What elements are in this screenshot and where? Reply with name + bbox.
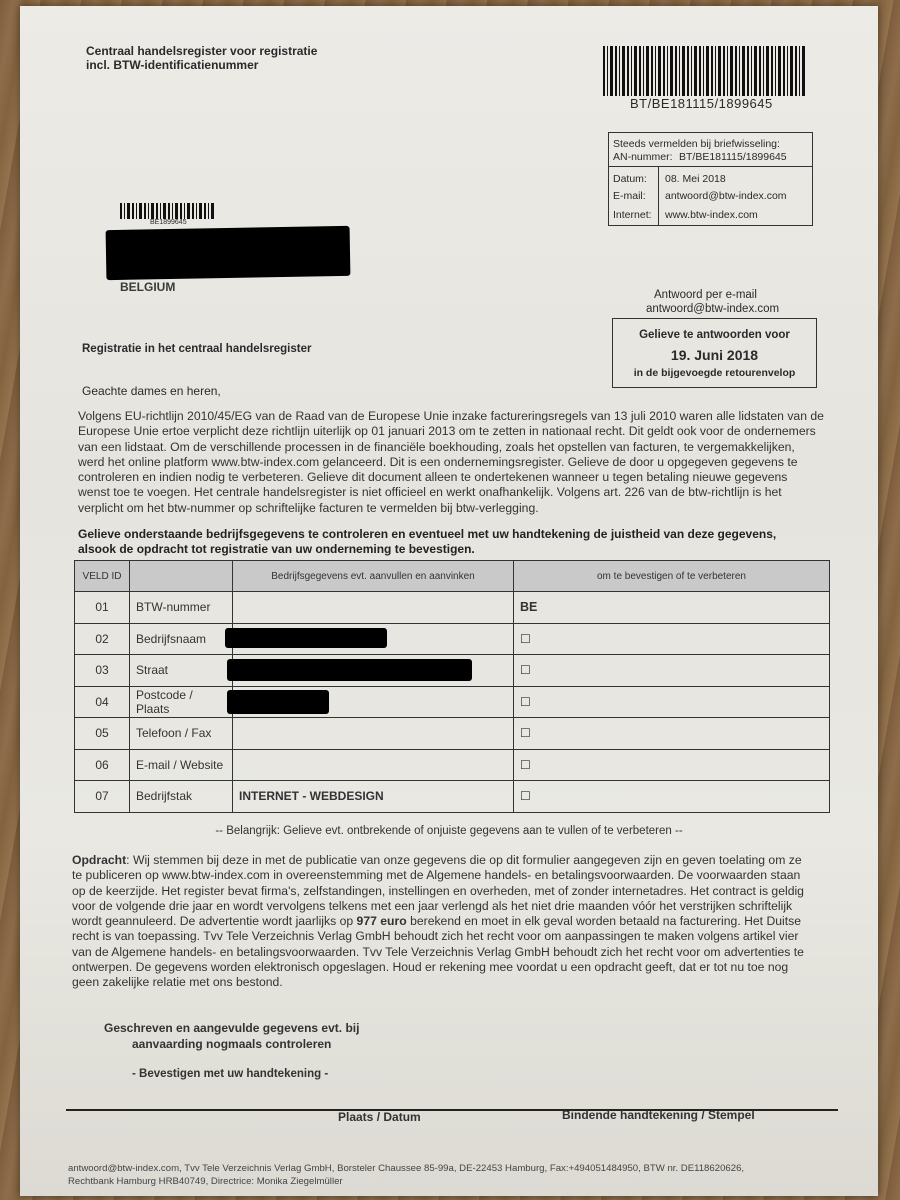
header-confirm: om te bevestigen of te verbeteren [514,561,830,592]
an-number-value: BT/BE181115/1899645 [679,151,787,163]
internet-label: Internet: [613,209,652,221]
row-id: 03 [75,655,130,687]
contract-line: recht is van toepassing. Tvv Tele Verzeichnis Verlag GmbH behoudt zich het recht voor om aanpassingen te maken volgens artikel vier [72,929,799,944]
contract-line: van de Algemene handels- en betalingsvoorwaarden. Tvv Tele Verzeichnis Verlag GmbH behoudt zich het recht voor om advertenties te [72,944,804,959]
an-number-label: AN-nummer: [613,151,673,163]
contract-line: ontwerpen. De gegevens worden elektronisch opgeslagen. Houd er rekening mee voordat u een opdracht geeft, dat er tot nu toe nog [72,960,789,975]
row-value-input[interactable] [233,686,514,718]
reference-divider [609,166,812,167]
instruction-line: Gelieve onderstaande bedrijfsgegevens te controleren en eventueel met uw handtekening de juistheid van deze gegevens, [78,527,777,541]
row-field: Postcode / Plaats [130,686,233,718]
intro-line: verplicht om het btw-nummer op schriftelijke facturen te vermelden bij btw-verlegging. [78,500,539,515]
binding-signature-label: Bindende handtekening / Stempel [562,1108,755,1122]
email-value: antwoord@btw-index.com [665,190,787,202]
reply-deadline-box [612,318,817,388]
row-confirm-checkbox[interactable]: ☐ [514,623,830,655]
salutation: Geachte dames en heren, [82,384,221,398]
signature-confirm: - Bevestigen met uw handtekening - [132,1068,329,1080]
header-field-id: VELD ID [75,561,130,592]
header-title [86,44,317,72]
table-row [75,655,830,687]
reply-box-date: 19. Juni 2018 [670,347,759,363]
row-field: Bedrijfsnaam [130,623,233,655]
place-date-label: Plaats / Datum [338,1110,421,1124]
intro-line: van een lidstaat. Om de verschillende processen in de financiële boekhouding, zoals het opstellen van facturen, te vergemakkelijken, [78,439,795,454]
company-data-table [74,560,830,813]
row-value-input[interactable] [233,718,514,750]
redacted-street [227,659,472,681]
row-confirm-checkbox[interactable]: ☐ [514,718,830,750]
barcode-graphic [603,46,805,96]
footer-line2: Rechtbank Hamburg HRB40749, Directrice: Monika Ziegelmüller [68,1176,343,1187]
row-confirm-checkbox[interactable]: ☐ [514,781,830,813]
date-value: 08. Mei 2018 [665,173,726,185]
subject-line: Registratie in het centraal handelsregister [82,343,312,355]
address-barcode [120,203,216,219]
row-confirm-checkbox[interactable]: ☐ [514,686,830,718]
table-header-row [75,561,830,592]
contract-line [72,853,842,868]
header-company-data: Bedrijfsgegevens evt. aanvullen en aanvinken [233,561,514,592]
redacted-company-name [225,628,387,648]
contract-lead: Opdracht [72,853,127,867]
contract-line: wordt geannuleerd. De advertentie wordt jaarlijks op 977 euro berekend en moet in elk geval worden betaald na facturering. Het Duitse [72,914,801,929]
signature-instructions [104,1020,359,1052]
row-value-input[interactable] [233,623,514,655]
table-row [75,781,830,813]
contract-first-line: : Wij stemmen bij deze in met de publicatie van onze gegevens die op dit formulier aangegeven zijn en geven toelating om ze [126,853,802,867]
contract-line: voor de volgende drie jaar en wordt vervolgens telkens met een jaar verlengd als het niet drie maanden vóór het verstrijken schriftelijk [72,898,793,913]
row-value-input[interactable] [233,592,514,624]
redacted-postcode [227,690,329,714]
table-row [75,749,830,781]
row-value-input[interactable]: INTERNET - WEBDESIGN [233,781,514,813]
row-id: 02 [75,623,130,655]
header-title-line2: incl. BTW-identificatienummer [86,58,259,72]
reference-column-divider [658,166,659,225]
footer-line1: antwoord@btw-index.com, Tvv Tele Verzeichnis Verlag GmbH, Borsteler Chaussee 85-99a, DE-22453 Hamburg, Fax:+494051484950, BTW nr. DE118620626, [68,1163,745,1174]
instruction-text [78,527,848,557]
letter-page [20,6,878,1196]
header-title-line1: Centraal handelsregister voor registratie [86,44,318,58]
reply-box-line3: in de bijgevoegde retourenvelop [633,367,796,379]
intro-line: wenst toe te voegen. Het centrale handelsregister is niet officieel en werkt onafhankelijk. Volgens art. 226 van de btw-richtlijn is het [78,485,782,500]
intro-line: Volgens EU-richtlijn 2010/45/EG van de Raad van de Europese Unie inzake factureringsregels van 13 juli 2010 waren alle lidstaten van de [78,409,824,423]
address-barcode-number: BE1899645 [150,219,187,226]
intro-line: werd het online platform www.btw-index.com gelanceerd. Dit is een ondernemingsregister. Gelieve de door u opgegeven gegevens te [78,454,798,469]
row-confirm-value[interactable]: BE [514,592,830,624]
contract-line: geen zakelijke relatie met ons bestond. [72,975,283,990]
row-field: Bedrijfstak [130,781,233,813]
row-id: 07 [75,781,130,813]
signature-line2: aanvaarding nogmaals controleren [132,1037,332,1051]
redacted-address [106,226,351,280]
contract-line: te publiceren op www.btw-index.com in overeenstemming met de Algemene handels- en betalingsvoorwaarden. De voorwaarden staan [72,868,801,883]
contract-paragraph [72,853,842,991]
reply-label: Antwoord per e-mail [654,289,757,301]
row-value-input[interactable] [233,655,514,687]
row-field: Telefoon / Fax [130,718,233,750]
reply-email: antwoord@btw-index.com [646,303,780,315]
internet-value: www.btw-index.com [665,209,758,221]
intro-line: controleren en indien nodig te verbeteren. Gelieve dit document alleen te ondertekenen wanneer u tegen betaling nieuwe gegevens [78,470,788,485]
intro-line: Europese Unie ertoe verplicht deze richtlijn uiterlijk op 01 januari 2013 om te zetten in nationaal recht. Dit geldt ook voor de ondernemers [78,424,816,439]
reply-box-line1: Gelieve te antwoorden voor [639,329,790,341]
row-field: BTW-nummer [130,592,233,624]
row-value-input[interactable] [233,749,514,781]
header-field-name [130,561,233,592]
barcode-number: BT/BE181115/1899645 [630,96,773,111]
reference-note: Steeds vermelden bij briefwisseling: [613,138,780,150]
footer [68,1162,868,1188]
date-label: Datum: [613,173,647,185]
row-confirm-checkbox[interactable]: ☐ [514,749,830,781]
signature-line1: Geschreven en aangevulde gegevens evt. bij [104,1021,360,1035]
table-row [75,592,830,624]
address-country: BELGIUM [120,280,176,294]
table-row [75,686,830,718]
email-label: E-mail: [613,190,646,202]
contract-line: op de keerzijde. Het register bevat firma's, zelfstandingen, instellingen en overheden, met of zonder internetadres. Het contract is geldig [72,883,804,898]
row-id: 04 [75,686,130,718]
table-row [75,623,830,655]
fee-amount: 977 euro [356,914,407,929]
important-note: -- Belangrijk: Gelieve evt. ontbrekende of onjuiste gegevens aan te vullen of te verbeteren -- [215,825,683,837]
table-row [75,718,830,750]
intro-paragraph [78,409,838,516]
reference-box [608,132,813,226]
row-id: 06 [75,749,130,781]
row-field: E-mail / Website [130,749,233,781]
row-id: 01 [75,592,130,624]
row-id: 05 [75,718,130,750]
instruction-line: alsook de opdracht tot registratie van uw onderneming te bevestigen. [78,542,475,556]
row-field: Straat [130,655,233,687]
row-confirm-checkbox[interactable]: ☐ [514,655,830,687]
